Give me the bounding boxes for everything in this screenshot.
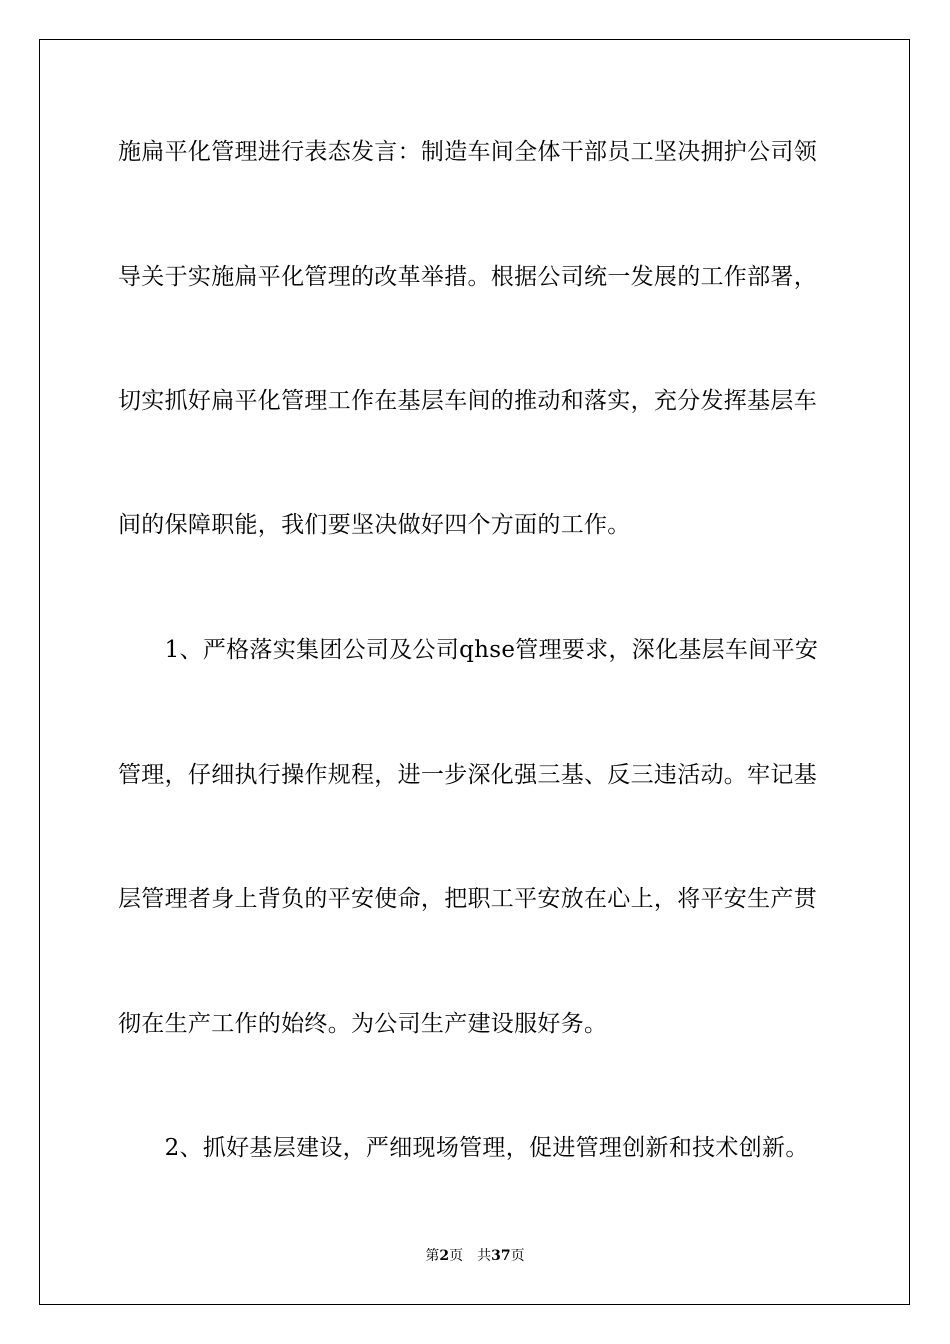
text-line: 管理，仔细执行操作规程，进一步深化强三基、反三违活动。牢记基 bbox=[118, 762, 817, 788]
total-suffix: 页 bbox=[510, 1248, 525, 1264]
text-line: 施扁平化管理进行表态发言：制造车间全体干部员工坚决拥护公司领 bbox=[118, 139, 817, 165]
page-number: 2 bbox=[439, 1248, 450, 1264]
total-pages: 37 bbox=[491, 1248, 511, 1264]
page-prefix: 第 bbox=[425, 1248, 440, 1264]
text-line: 导关于实施扁平化管理的改革举措。根据公司统一发展的工作部署， bbox=[118, 264, 817, 290]
text-line: 层管理者身上背负的平安使命，把职工平安放在心上，将平安生产贯 bbox=[118, 886, 817, 912]
total-prefix: 共 bbox=[477, 1248, 492, 1264]
text-line: 切实抓好扁平化管理工作在基层车间的推动和落实，充分发挥基层车 bbox=[118, 388, 817, 414]
page-border bbox=[39, 39, 910, 1305]
text-line: 间的保障职能，我们要坚决做好四个方面的工作。 bbox=[118, 512, 631, 538]
text-line: 1、严格落实集团公司及公司qhse管理要求，深化基层车间平安 bbox=[118, 637, 819, 663]
text-line: 彻在生产工作的始终。为公司生产建设服好务。 bbox=[118, 1011, 608, 1037]
text-line: 2、抓好基层建设，严细现场管理，促进管理创新和技术创新。 bbox=[118, 1135, 809, 1161]
page-suffix: 页 bbox=[449, 1248, 464, 1264]
page-footer bbox=[0, 1247, 950, 1265]
